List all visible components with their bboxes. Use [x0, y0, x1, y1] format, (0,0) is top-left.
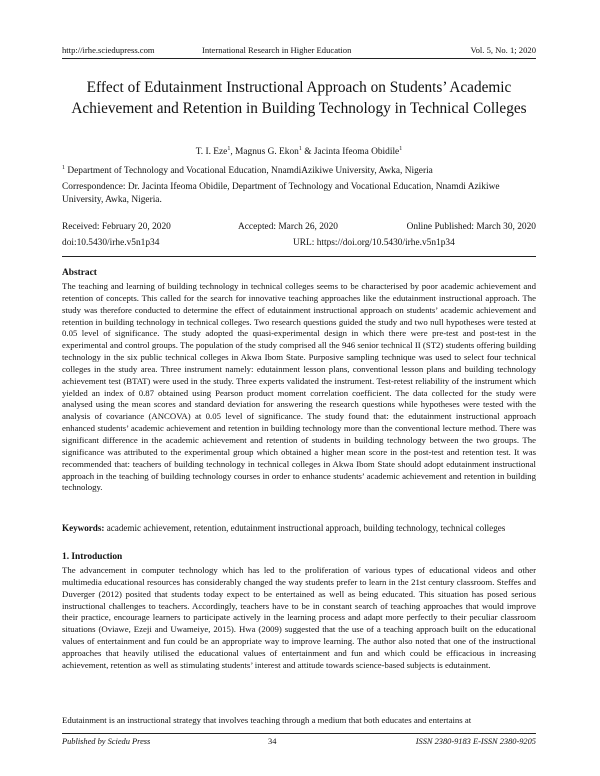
affiliation-marker: 1 [227, 145, 231, 152]
affiliation-marker: 1 [62, 164, 65, 171]
publication-dates [62, 221, 536, 234]
running-header [62, 44, 536, 56]
introduction-heading: 1. Introduction [62, 552, 123, 562]
correspondence: Correspondence: Dr. Jacinta Ifeoma Obidile, Department of Technology and Vocational Education, Nnamdi Azikiwe University, Awka, Nigeria. [62, 182, 500, 205]
publisher: Published by Sciedu Press [62, 737, 151, 746]
page-number: 34 [268, 737, 277, 746]
affiliation-text: Department of Technology and Vocational Education, NnamdiAzikiwe University, Awka, Nigeria [65, 166, 433, 176]
footer-rule [62, 733, 536, 734]
issn: ISSN 2380-9183 E-ISSN 2380-9205 [415, 737, 536, 746]
abstract-text: The teaching and learning of building technology in technical colleges seems to be characterised by poor academic achievement and retention of concepts. This called for the search for innovative teaching approaches like the edutainment instructional approach. The study was therefore conducted to determine the effect of edutainment instructional approach on students’ academic achievement and retention in building technology in technical colleges. Two research questions guided the study and two null hypotheses were tested at 0.05 level of significance. The study adopted the quasi-experimental design in which there were pre-test and post-test in the experimental and control groups. The population of the study comprised all the 946 senior technical II (ST2) students offering building technology in the six public technical colleges in Akwa Ibom State. Purposive sampling technique was used to select four technical colleges in the study area. Three instrument namely: edutainment lesson plans, conventional lesson plans and building technology achievement test (BTAT) were used in the study. Three experts validated the instrument. Test-retest reliability of the instrument which yielded an index of 0.87 obtained using Pearson product moment correlation coefficient. The data collected for the study were analysed using the mean scores and standard deviation for answering the research questions while hypotheses were tested with the analysis of covariance (ANCOVA) at 0.05 level of significance. The study found that: the edutainment instructional approach enhanced students’ academic achievement and retention in building technology more than the conventional lecture method. There was significant difference in the academic achievement and retention of students in building technology between the two groups. The significance was attributed to the experimental group which obtained a higher mean score in the post-test and retention test. It was recommended that: teachers of building technology in technical colleges in Akwa Ibom State should adopt edutainment instructional approach in the teaching of building technology courses in order to enhance students’ academic achievement and retention in building technology. [62, 281, 536, 493]
affiliation-marker: 1 [298, 145, 302, 152]
published-date: Online Published: March 30, 2020 [406, 222, 536, 232]
abstract-heading: Abstract [62, 268, 97, 278]
author-name: T. I. Eze [195, 147, 228, 157]
keywords [62, 522, 536, 535]
author-name: Magnus G. Ekon [235, 147, 299, 157]
doi[interactable]: doi:10.5430/irhe.v5n1p34 [62, 238, 160, 248]
author-list [62, 146, 536, 159]
paper-title: Effect of Edutainment Instructional Approach on Students’ Academic Achievement and Retention in Building Technology in Technical Colleges [71, 79, 527, 117]
received-date: Received: February 20, 2020 [62, 222, 171, 232]
author-name: Jacinta Ifeoma Obidile [313, 147, 400, 157]
author-separator: , [230, 147, 236, 157]
keywords-text: academic achievement, retention, edutainment instructional approach, building technology, technical colleges [104, 523, 506, 533]
journal-name: International Research in Higher Education [202, 45, 352, 55]
introduction-paragraph: The advancement in computer technology which has led to the proliferation of various types of educational videos and other multimedia educational resources has considerably changed the way students prefer to learn in the 21st century classroom. Steffes and Duverger (2012) posited that students today expect to be entertained as well as being educated. This situation has posed serious instructional challenges to teachers. Accordingly, teachers have to be in constant search of teaching approaches that would improve their practice, encourage learners to participate actively in the learning process and adapt more perfectly to their peculiar classroom situations (Oviawe, Ezeji and Uwameiye, 2015). Hwa (2009) suggested that the use of a teaching approach built on the educational values of entertainment and fun could be an appropriate way to improve learning. The author also noted that one of the instructional approaches that heavily utilised the educational values of entertainment and fun and which could be efficacious in increasing achievement, retention as well as stimulating students’ interest and attitude towards science-based subjects is edutainment. [62, 565, 536, 670]
doi-line [62, 237, 536, 250]
journal-url[interactable]: http://irhe.sciedupress.com [62, 45, 155, 55]
affiliation [62, 165, 536, 178]
introduction-paragraph: Edutainment is an instructional strategy that involves teaching through a medium that both educates and entertains at [62, 715, 472, 725]
header-rule [62, 58, 536, 59]
section-rule [62, 256, 536, 257]
keywords-label: Keywords: [62, 523, 105, 533]
page-footer [62, 736, 536, 748]
author-separator: & [301, 147, 314, 157]
volume-info: Vol. 5, No. 1; 2020 [470, 45, 536, 55]
accepted-date: Accepted: March 26, 2020 [238, 222, 338, 232]
affiliation-marker: 1 [399, 145, 403, 152]
doi-url[interactable]: URL: https://doi.org/10.5430/irhe.v5n1p34 [293, 238, 455, 248]
